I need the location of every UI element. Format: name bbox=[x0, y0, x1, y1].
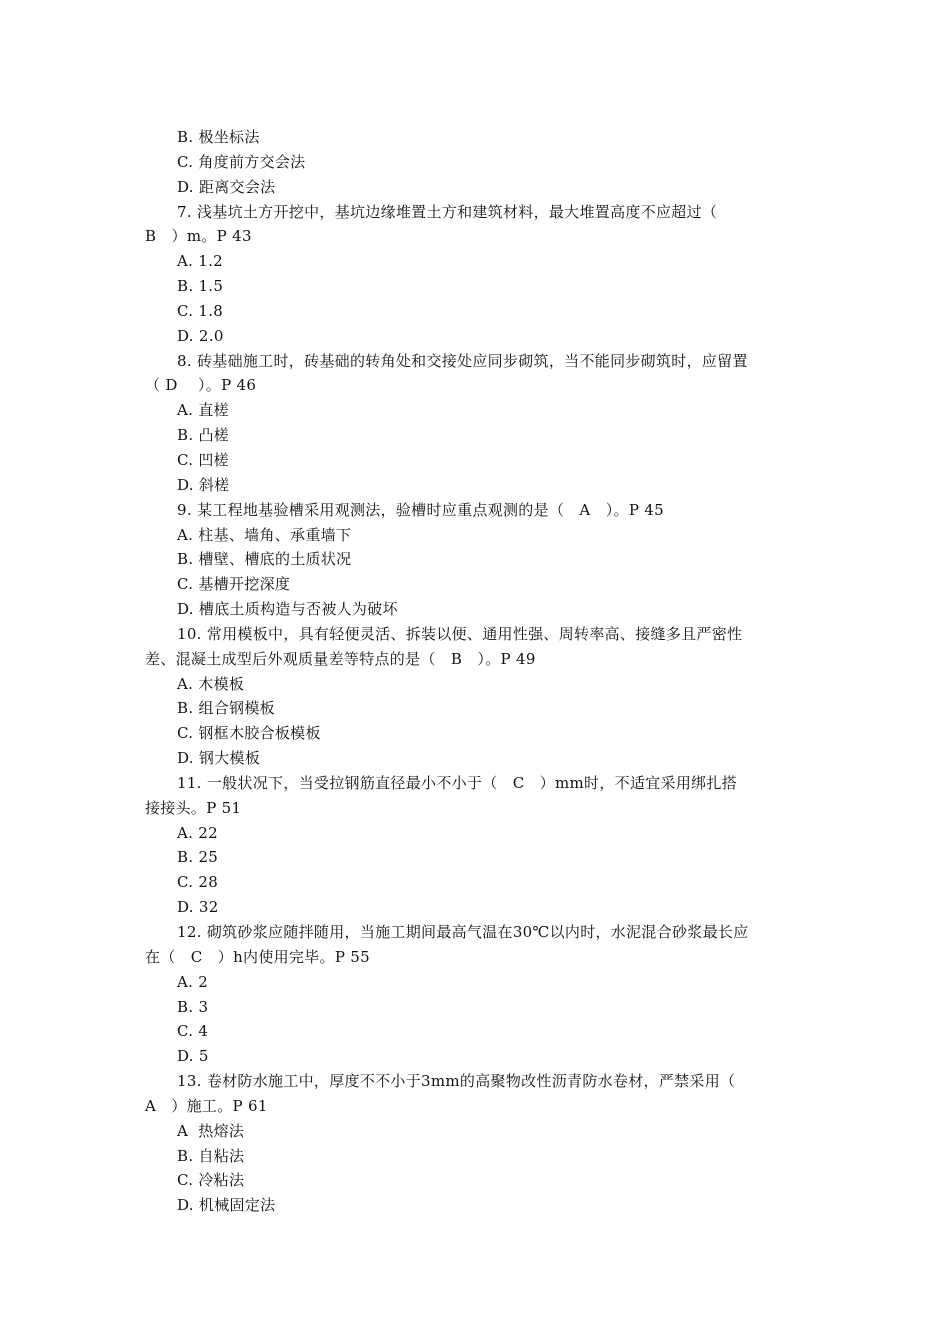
answer-option: A. 1.2 bbox=[177, 252, 224, 271]
answer-option: B. 25 bbox=[177, 848, 219, 867]
answer-option: D. 钢大模板 bbox=[177, 749, 261, 768]
answer-option: D. 槽底土质构造与否被人为破坏 bbox=[177, 600, 398, 619]
question-stem-continued: A ）施工。P 61 bbox=[145, 1096, 268, 1115]
answer-option: C. 基槽开挖深度 bbox=[177, 575, 291, 594]
answer-option: D. 5 bbox=[177, 1047, 209, 1066]
answer-option: A. 22 bbox=[177, 823, 218, 842]
question-stem-continued: B ）m。P 43 bbox=[145, 227, 252, 246]
answer-option: B. 槽壁、槽底的土质状况 bbox=[177, 550, 352, 569]
question-stem-continued: 接接头。P 51 bbox=[145, 798, 242, 817]
answer-option: D. 距离交会法 bbox=[177, 177, 276, 196]
answer-option: 9. 某工程地基验槽采用观测法，验槽时应重点观测的是（ A ）。P 45 bbox=[177, 500, 664, 519]
answer-option: C. 钢框木胶合板模板 bbox=[177, 724, 321, 743]
question-stem-continued: 在（ C ）h内使用完毕。P 55 bbox=[145, 947, 370, 966]
answer-option: A. 直槎 bbox=[177, 401, 229, 420]
answer-option: D. 机械固定法 bbox=[177, 1196, 276, 1215]
question-stem: 7. 浅基坑土方开挖中，基坑边缘堆置土方和建筑材料，最大堆置高度不应超过（ bbox=[177, 202, 718, 221]
answer-option: B. 自粘法 bbox=[177, 1146, 245, 1165]
question-stem: 12. 砌筑砂浆应随拌随用，当施工期间最高气温在30℃以内时，水泥混合砂浆最长应 bbox=[177, 923, 749, 941]
answer-option: C. 凹槎 bbox=[177, 450, 229, 469]
answer-option: A. 2 bbox=[177, 972, 209, 991]
question-stem-continued: （ D ）。P 46 bbox=[145, 376, 257, 395]
answer-option: B. 凸槎 bbox=[177, 426, 230, 445]
question-stem: 10. 常用模板中，具有轻便灵活、拆装以便、通用性强、周转率高、接缝多且严密性 bbox=[177, 624, 743, 643]
answer-option: B. 3 bbox=[177, 997, 209, 1016]
answer-option: D. 斜槎 bbox=[177, 475, 230, 494]
answer-option: C. 冷粘法 bbox=[177, 1171, 245, 1190]
answer-option: C. 1.8 bbox=[177, 301, 224, 320]
answer-option: C. 28 bbox=[177, 873, 219, 892]
answer-option: D. 32 bbox=[177, 898, 219, 917]
answer-option: C. 4 bbox=[177, 1022, 209, 1041]
question-stem: 8. 砖基础施工时，砖基础的转角处和交接处应同步砌筑，当不能同步砌筑时，应留置 bbox=[177, 351, 748, 370]
answer-option: A. 木模板 bbox=[177, 674, 245, 693]
answer-option: B. 组合钢模板 bbox=[177, 699, 275, 718]
question-stem: 13. 卷材防水施工中，厚度不不小于3mm的高聚物改性沥青防水卷材，严禁采用（ bbox=[177, 1072, 736, 1091]
question-list bbox=[145, 125, 815, 1218]
answer-option: D. 2.0 bbox=[177, 326, 224, 345]
question-stem-continued: 差、混凝土成型后外观质量差等特点的是（ B ）。P 49 bbox=[145, 649, 536, 668]
answer-option: B. 1.5 bbox=[177, 277, 224, 296]
answer-option: A 热熔法 bbox=[177, 1121, 245, 1140]
answer-option: B. 极坐标法 bbox=[177, 128, 260, 146]
answer-option: C. 角度前方交会法 bbox=[177, 152, 306, 171]
question-stem: 11. 一般状况下，当受拉钢筋直径最小不小于（ C ）mm时，不适宜采用绑扎搭 bbox=[177, 773, 738, 792]
answer-option: A. 柱基、墙角、承重墙下 bbox=[177, 525, 352, 544]
